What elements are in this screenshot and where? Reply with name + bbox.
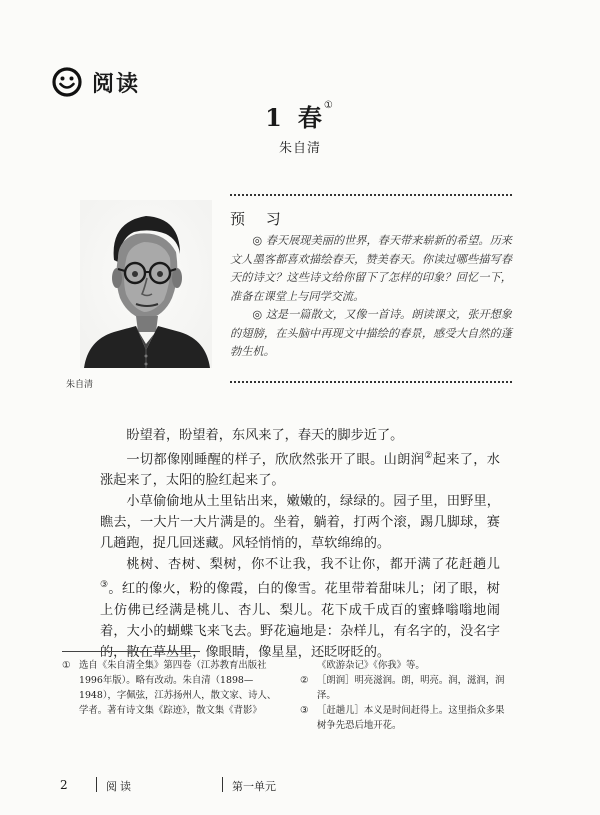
body-paragraph: 桃树、杏树、梨树，你不让我，我不让你，都开满了花赶趟儿③。红的像火，粉的像霞，白的像雪。花里带着甜味儿；闭了眼，树上仿佛已经满是桃儿、杏儿、梨儿。花下成千成百的蜜蜂嗡嗡地闹着，大小的蝴蝶飞来飞去。野花遍地是：杂样儿，有名字的，没名字的，散在草丛里，像眼睛，像星星，还眨呀眨的。 <box>100 557 500 660</box>
preview-paragraph: ◎ 这是一篇散文，又像一首诗。朗读课文，张开想象的翅膀，在头脑中再现文中描绘的春景，感受大自然的蓬勃生机。 <box>230 308 512 358</box>
portrait-caption: 朱自清 <box>66 380 94 390</box>
lesson-title-text: 春 <box>297 103 324 132</box>
footnote-ref[interactable]: ③ <box>100 580 109 591</box>
body-paragraph: 一切都像刚睡醒的样子，欣欣然张开了眼。山朗润②起来了，水涨起来了，太阳的脸红起来了。 <box>100 451 500 489</box>
author-portrait <box>80 200 212 368</box>
footnote-ref[interactable]: ② <box>424 451 433 461</box>
divider-top <box>230 194 512 196</box>
page-number: 2 <box>60 778 68 792</box>
footer-unit: 第一单元 <box>232 780 276 793</box>
body-paragraph: 盼望着，盼望着，东风来了，春天的脚步近了。 <box>126 428 404 443</box>
preview-heading: 预 习 <box>230 210 289 228</box>
body-paragraph: 小草偷偷地从土里钻出来，嫩嫩的，绿绿的。园子里，田野里，瞧去，一大片一大片满是的。坐着，躺着，打两个滚，踢几脚球，赛几趟跑，捉几回迷藏。风轻悄悄的，草软绵绵的。 <box>100 494 500 552</box>
divider-bottom <box>230 381 512 383</box>
footer-divider <box>96 777 97 792</box>
lesson-number: 1 <box>265 103 284 132</box>
preview-text <box>230 232 512 362</box>
title-footnote-ref[interactable]: ① <box>323 100 335 111</box>
section-label: 阅读 <box>92 71 141 97</box>
section-header <box>52 66 140 98</box>
footnote-continuation: 《欧游杂记》《你我》等。 <box>317 660 425 671</box>
footer-divider <box>222 777 223 792</box>
author-name: 朱自清 <box>278 141 321 156</box>
preview-paragraph: ◎ 春天展现美丽的世界，春天带来崭新的希望。历来文人墨客都喜欢描绘春天，赞美春天。你读过哪些描写春天的诗文？这些诗文给你留下了怎样的印象？回忆一下，准备在课堂上与同学交流。 <box>230 234 512 303</box>
footnotes-right <box>300 658 510 733</box>
footnote-item: ③ ［赶趟儿］本义是时间赶得上。这里指众多果树争先恐后地开花。 <box>300 705 505 731</box>
lesson-body <box>100 425 500 663</box>
footnote-rule <box>62 651 200 652</box>
lesson-title <box>0 98 600 133</box>
footnotes-left <box>62 658 280 718</box>
footnote-item: ② ［朗润］明亮滋润。朗，明亮。润，滋润，润泽。 <box>300 675 505 701</box>
smiley-face-icon <box>52 67 82 97</box>
footer-section: 阅读 <box>106 780 134 793</box>
footnote-item: ① 选自《朱自清全集》第四卷（江苏教育出版社1996年版）。略有改动。朱自清（1898—1948），字佩弦，江苏扬州人，散文家、诗人、学者。著有诗文集《踪迹》，散文集《背影》 <box>62 660 277 716</box>
